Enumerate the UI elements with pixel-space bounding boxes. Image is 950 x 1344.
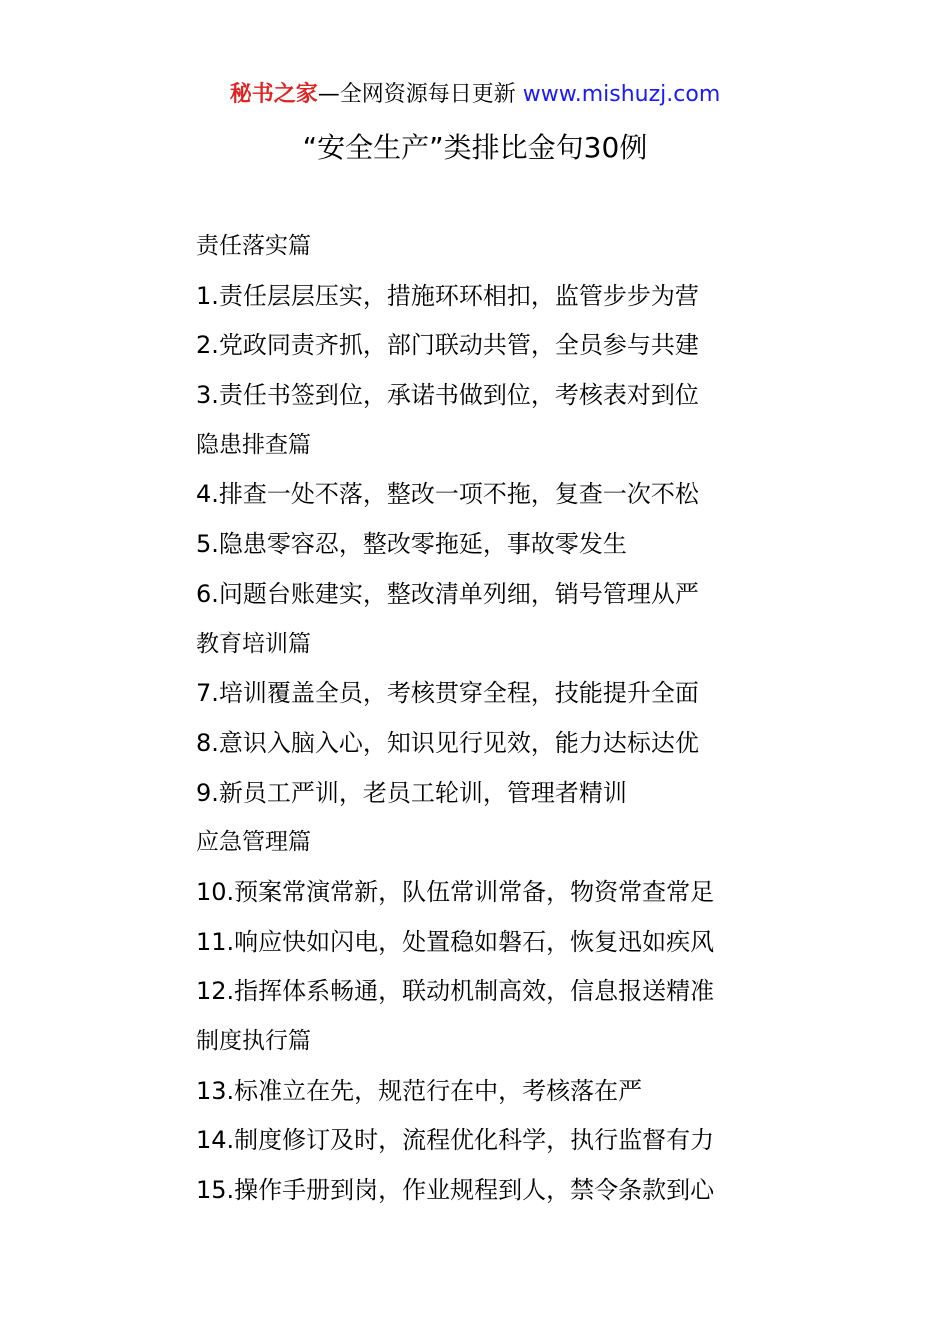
- list-item: 1.责任层层压实，措施环环相扣，监管步步为营: [196, 281, 699, 310]
- list-item: 5.隐患零容忍，整改零拖延，事故零发生: [196, 530, 627, 559]
- section-system-execution: [196, 1017, 896, 1216]
- list-item: 4.排查一处不落，整改一项不拖，复查一次不松: [196, 480, 699, 509]
- section-education-training: [196, 620, 896, 819]
- list-item: 13.标准立在先，规范行在中，考核落在严: [196, 1076, 643, 1105]
- list-item: 8.意识入脑入心，知识见行见效，能力达标达优: [196, 728, 699, 757]
- section-hazard-inspection: [196, 421, 896, 620]
- list-item: 2.党政同责齐抓，部门联动共管，全员参与共建: [196, 331, 699, 360]
- list-item: 12.指挥体系畅通，联动机制高效，信息报送精准: [196, 977, 715, 1006]
- section-heading: 隐患排查篇: [196, 431, 311, 458]
- section-responsibility: [196, 222, 896, 421]
- site-header: [0, 78, 950, 112]
- section-heading: 教育培训篇: [196, 630, 311, 657]
- list-item: 15.操作手册到岗，作业规程到人，禁令条款到心: [196, 1176, 715, 1205]
- list-item: 9.新员工严训，老员工轮训，管理者精训: [196, 778, 627, 807]
- section-heading: 责任落实篇: [196, 233, 311, 259]
- list-item: 10.预案常演常新，队伍常训常备，物资常查常足: [196, 877, 715, 906]
- brand-name: 秘书之家: [229, 82, 318, 107]
- list-item: 7.培训覆盖全员，考核贯穿全程，技能提升全面: [196, 679, 699, 708]
- list-item: 11.响应快如闪电，处置稳如磐石，恢复迅如疾风: [196, 927, 715, 956]
- list-item: 3.责任书签到位，承诺书做到位，考核表对到位: [196, 381, 699, 410]
- section-emergency-management: [196, 818, 896, 1017]
- document-title: “安全生产”类排比金句30例: [302, 131, 648, 164]
- section-heading: 应急管理篇: [196, 829, 311, 856]
- header-tagline: —全网资源每日更新: [317, 82, 523, 107]
- site-url-link[interactable]: www.mishuzj.com: [522, 82, 721, 107]
- section-heading: 制度执行篇: [196, 1028, 311, 1054]
- list-item: 6.问题台账建实，整改清单列细，销号管理从严: [196, 579, 699, 608]
- list-item: 14.制度修订及时，流程优化科学，执行监督有力: [196, 1126, 715, 1155]
- document-body: [196, 222, 896, 1216]
